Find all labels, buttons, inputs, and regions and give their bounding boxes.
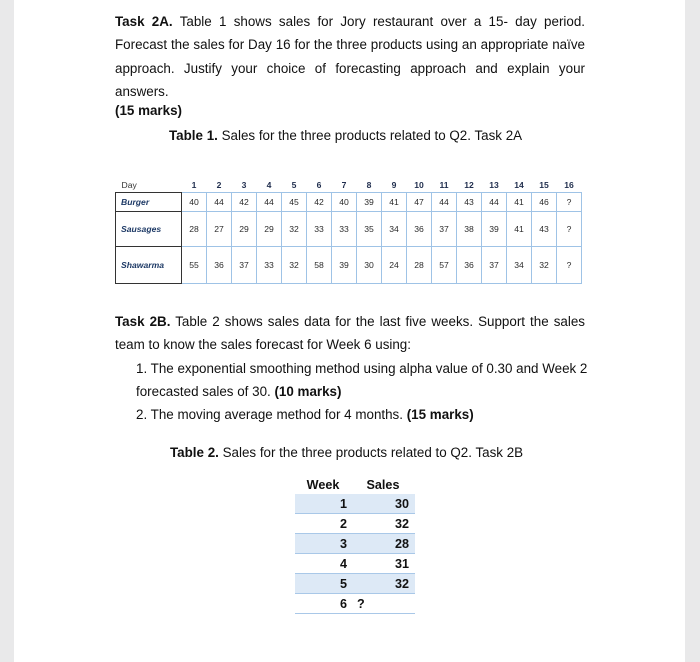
table-1-cell: 55 [182, 247, 207, 284]
table-2-caption [170, 445, 523, 460]
table-1-cell: 44 [257, 193, 282, 212]
table-2-sales-cell: 30 [351, 494, 415, 514]
table-1-row [116, 212, 582, 247]
table-2-sales-cell: 32 [351, 574, 415, 594]
table-1-cell: 32 [532, 247, 557, 284]
table-2-row [295, 574, 415, 594]
table-1-cell: 40 [182, 193, 207, 212]
task-2b-body: Table 2 shows sales data for the last five weeks. Support the sales team to know the sales forecast for Week 6 using: [115, 314, 585, 353]
table-2-sales-cell: ? [351, 594, 415, 614]
document-page [14, 0, 685, 662]
table-1-caption [169, 128, 522, 143]
table-2-week-cell: 6 [295, 594, 351, 614]
table-1-day-header: 1 [191, 179, 197, 190]
table-1-cell: 33 [332, 212, 357, 247]
task-2b-item-2 [136, 403, 616, 426]
table-1-cell: 42 [307, 193, 332, 212]
task-2b-item-2-text: 2. The moving average method for 4 months. [136, 407, 403, 422]
task-2a-paragraph [115, 10, 585, 103]
table-1-cell: 37 [432, 212, 457, 247]
task-2a-title: Task 2A. [115, 14, 173, 29]
table-1-cell: 39 [332, 247, 357, 284]
table-1-day-label: Day [121, 179, 137, 190]
task-2b-item-1-text: 1. The exponential smoothing method using alpha value of 0.30 and Week 2 forecasted sales of 30. [136, 361, 588, 400]
table-1-caption-label: Table 1. [169, 128, 218, 143]
table-1-cell: 28 [407, 247, 432, 284]
table-1-cell: 57 [432, 247, 457, 284]
table-1-cell: 41 [507, 193, 532, 212]
table-1-day-header: 7 [341, 179, 347, 190]
table-1-day-header: 16 [564, 179, 574, 190]
table-1-day-header: 4 [266, 179, 272, 190]
table-2-header-sales: Sales [366, 478, 400, 492]
table-2-week-cell: 4 [295, 554, 351, 574]
table-2-row [295, 534, 415, 554]
table-1-row [116, 247, 582, 284]
table-1-cell: 36 [407, 212, 432, 247]
table-2-row [295, 514, 415, 534]
table-1-cell: 34 [507, 247, 532, 284]
table-1-cell: 35 [357, 212, 382, 247]
task-2b-title: Task 2B. [115, 314, 171, 329]
table-1-cell: 29 [232, 212, 257, 247]
table-1-cell: ? [557, 193, 582, 212]
table-2-sales-cell: 32 [351, 514, 415, 534]
table-2-row [295, 494, 415, 514]
table-1-day-header: 15 [539, 179, 549, 190]
task-2a-marks: (15 marks) [115, 103, 182, 118]
task-2a-body: Table 1 shows sales for Jory restaurant over a 15- day period. Forecast the sales for Day 16 for the three products using an appropriate naïve approach. Justify your choice of forecasting approach and explain your answers. [115, 14, 585, 99]
table-1-row-label: Sausages [116, 212, 182, 247]
table-2-caption-label: Table 2. [170, 445, 219, 460]
table-2-row [295, 594, 415, 614]
table-2-week-cell: 2 [295, 514, 351, 534]
table-1-caption-text: Sales for the three products related to Q2. Task 2A [221, 128, 523, 143]
table-1-cell: 44 [432, 193, 457, 212]
table-1-cell: 36 [457, 247, 482, 284]
table-1-cell: 37 [482, 247, 507, 284]
task-2b-paragraph [115, 310, 585, 357]
table-2 [295, 476, 415, 614]
table-1-cell: 45 [282, 193, 307, 212]
table-1-cell: 58 [307, 247, 332, 284]
table-1-cell: 44 [482, 193, 507, 212]
table-2-week-cell: 3 [295, 534, 351, 554]
table-2-caption-text: Sales for the three products related to Q2. Task 2B [222, 445, 524, 460]
task-2b-item-1 [136, 357, 616, 404]
table-1-cell: 40 [332, 193, 357, 212]
task-2b-item-2-marks: (15 marks) [406, 407, 474, 422]
table-2-row [295, 554, 415, 574]
table-1-day-header: 11 [439, 179, 449, 190]
table-1-cell: 30 [357, 247, 382, 284]
table-1-day-header: 12 [464, 179, 474, 190]
table-1-cell: 29 [257, 212, 282, 247]
table-1-cell: 46 [532, 193, 557, 212]
table-1-cell: 27 [207, 212, 232, 247]
table-1-row [116, 193, 582, 212]
table-1-day-header: 5 [291, 179, 297, 190]
table-1-cell: 34 [382, 212, 407, 247]
table-1-cell: 39 [357, 193, 382, 212]
table-1-cell: 43 [532, 212, 557, 247]
table-1-day-header: 6 [316, 179, 322, 190]
table-1-cell: ? [557, 212, 582, 247]
table-2-header-week: Week [306, 478, 340, 492]
table-1-day-header: 13 [489, 179, 499, 190]
table-1-day-header: 2 [216, 179, 222, 190]
table-1-row-label: Burger [116, 193, 182, 212]
table-1-cell: 24 [382, 247, 407, 284]
table-1 [115, 177, 582, 284]
table-1-cell: 28 [182, 212, 207, 247]
table-1-day-header: 14 [514, 179, 524, 190]
table-2-week-cell: 1 [295, 494, 351, 514]
table-1-day-header: 3 [241, 179, 247, 190]
table-1-day-header: 9 [391, 179, 397, 190]
table-2-sales-cell: 31 [351, 554, 415, 574]
table-1-cell: 43 [457, 193, 482, 212]
table-1-cell: 36 [207, 247, 232, 284]
table-1-cell: 32 [282, 212, 307, 247]
table-1-cell: 41 [507, 212, 532, 247]
table-1-cell: 33 [307, 212, 332, 247]
table-1-cell: 38 [457, 212, 482, 247]
table-2-sales-cell: 28 [351, 534, 415, 554]
table-1-day-header: 10 [414, 179, 424, 190]
table-1-cell: 41 [382, 193, 407, 212]
table-1-cell: 39 [482, 212, 507, 247]
table-1-cell: ? [557, 247, 582, 284]
table-1-cell: 37 [232, 247, 257, 284]
table-1-cell: 44 [207, 193, 232, 212]
table-1-cell: 47 [407, 193, 432, 212]
task-2b-item-1-marks: (10 marks) [274, 384, 342, 400]
table-1-cell: 33 [257, 247, 282, 284]
table-1-cell: 32 [282, 247, 307, 284]
table-1-day-header: 8 [366, 179, 372, 190]
table-2-week-cell: 5 [295, 574, 351, 594]
table-1-row-label: Shawarma [116, 247, 182, 284]
table-1-cell: 42 [232, 193, 257, 212]
